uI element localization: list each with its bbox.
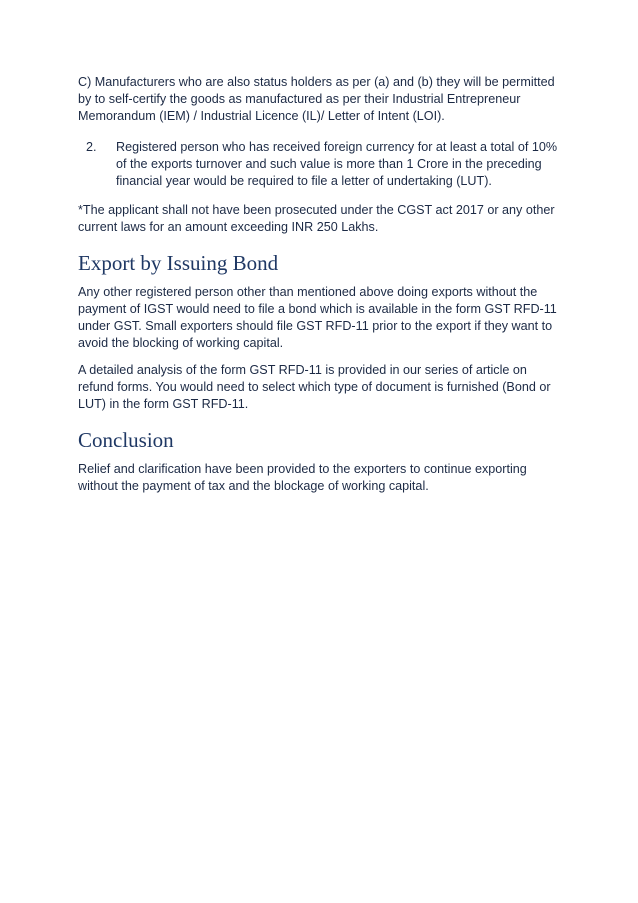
section-heading-export-bond: Export by Issuing Bond — [78, 251, 279, 275]
numbered-list — [78, 139, 562, 190]
conclusion-paragraph: Relief and clarification have been provided to the exporters to continue exporting without the payment of tax and the blockage of working capital. — [78, 462, 527, 493]
export-bond-paragraph-2: A detailed analysis of the form GST RFD-11 is provided in our series of article on refund forms. You would need to select which type of document is furnished (Bond or LUT) in the form GST RFD-11. — [78, 363, 551, 411]
list-item — [78, 139, 562, 190]
intro-paragraph: C) Manufacturers who are also status holders as per (a) and (b) they will be permitted by to self-certify the goods as manufactured as per their Industrial Entrepreneur Memorandum (IEM) / Industrial Licence (IL)/ Letter of Intent (LOI). — [78, 75, 555, 123]
list-item-text: Registered person who has received foreign currency for at least a total of 10% of the exports turnover and such value is more than 1 Crore in the preceding financial year would be required to file a letter of undertaking (LUT). — [116, 140, 558, 188]
footnote-paragraph: *The applicant shall not have been prosecuted under the CGST act 2017 or any other current laws for an amount exceeding INR 250 Lakhs. — [78, 203, 555, 234]
list-item-number: 2. — [86, 140, 97, 154]
document-page — [78, 74, 562, 495]
section-heading-conclusion: Conclusion — [78, 428, 174, 452]
export-bond-paragraph-1: Any other registered person other than mentioned above doing exports without the payment of IGST would need to file a bond which is available in the form GST RFD-11 under GST. Small exporters should file GST RFD-11 prior to the export if they want to avoid the blocking of working capital. — [78, 285, 557, 350]
